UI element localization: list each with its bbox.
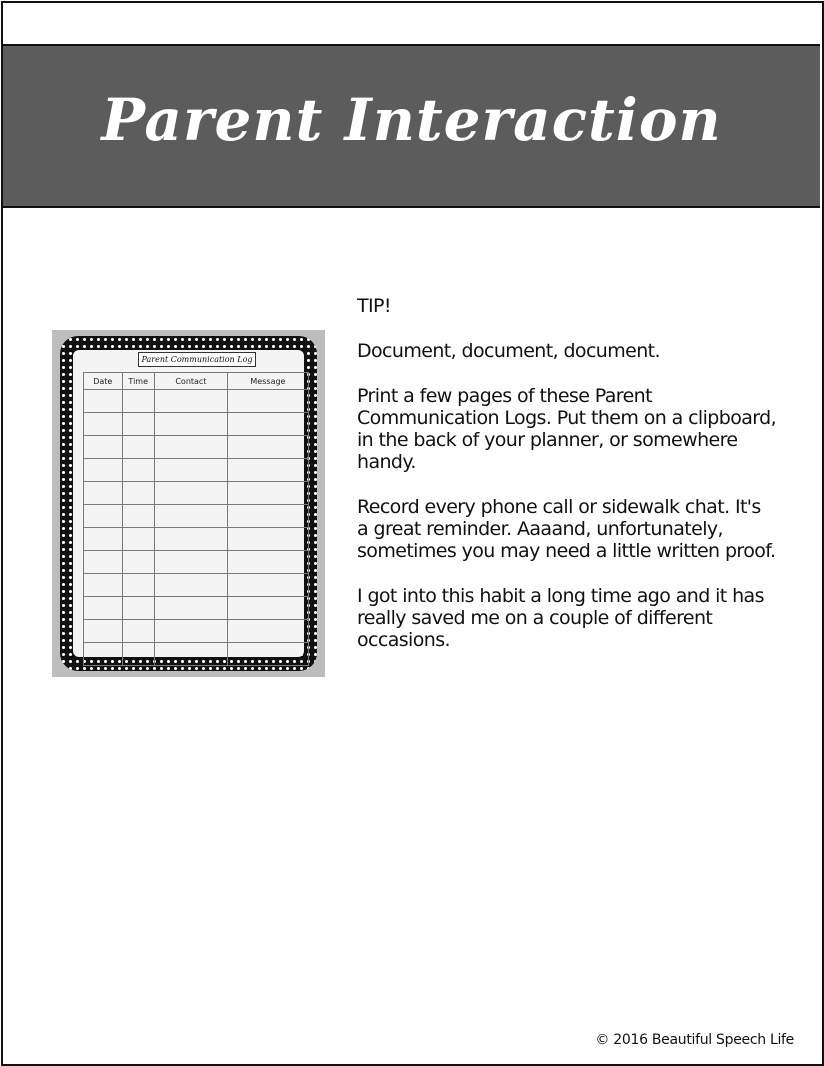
log-cell	[84, 551, 123, 574]
log-cell	[84, 436, 123, 459]
log-cell	[227, 390, 308, 413]
log-row	[84, 436, 309, 459]
log-cell	[227, 551, 308, 574]
log-cell	[227, 505, 308, 528]
paragraph-4: I got into this habit a long time ago and it has really saved me on a couple of different occasions.	[357, 585, 764, 651]
log-title: Parent Communication Log	[138, 352, 256, 367]
log-cell	[122, 574, 154, 597]
log-cell	[84, 528, 123, 551]
log-row	[84, 597, 309, 620]
paragraph-2: Print a few pages of these Parent Communication Logs. Put them on a clipboard, in the back of your planner, or somewhere handy.	[357, 385, 777, 473]
page-title: Parent Interaction	[101, 86, 722, 154]
log-cell	[122, 413, 154, 436]
log-thumbnail	[52, 330, 325, 677]
log-cell	[84, 643, 123, 666]
log-cell	[227, 574, 308, 597]
log-cell	[122, 597, 154, 620]
polka-dot-frame	[60, 336, 317, 671]
log-cell	[227, 528, 308, 551]
log-cell	[122, 643, 154, 666]
log-cell	[227, 482, 308, 505]
log-row	[84, 643, 309, 666]
log-row	[84, 482, 309, 505]
log-cell	[84, 390, 123, 413]
paragraph-1: Document, document, document.	[357, 340, 660, 362]
log-row	[84, 528, 309, 551]
log-cell	[84, 597, 123, 620]
tip-text	[357, 295, 777, 674]
paragraph-3: Record every phone call or sidewalk chat. It's a great reminder. Aaaand, unfortunately, sometimes you may need a little written proof.	[357, 496, 776, 562]
log-cell	[154, 574, 227, 597]
log-cell	[84, 413, 123, 436]
column-header-message: Message	[227, 373, 308, 390]
log-row	[84, 390, 309, 413]
log-cell	[154, 620, 227, 643]
header-band	[3, 44, 820, 208]
log-cell	[227, 597, 308, 620]
log-cell	[84, 505, 123, 528]
column-header-time: Time	[122, 373, 154, 390]
log-row	[84, 413, 309, 436]
log-table	[83, 372, 309, 666]
log-cell	[122, 482, 154, 505]
log-cell	[84, 574, 123, 597]
log-cell	[154, 528, 227, 551]
log-cell	[227, 413, 308, 436]
log-cell	[122, 459, 154, 482]
log-cell	[122, 436, 154, 459]
log-cell	[154, 436, 227, 459]
log-row	[84, 505, 309, 528]
copyright-footer: © 2016 Beautiful Speech Life	[595, 1032, 794, 1048]
column-header-date: Date	[84, 373, 123, 390]
log-cell	[154, 390, 227, 413]
log-cell	[122, 620, 154, 643]
log-row	[84, 620, 309, 643]
log-cell	[122, 390, 154, 413]
log-row	[84, 551, 309, 574]
tip-heading: TIP!	[357, 295, 391, 317]
log-sheet	[73, 350, 304, 657]
log-cell	[122, 551, 154, 574]
column-header-contact: Contact	[154, 373, 227, 390]
log-cell	[84, 620, 123, 643]
log-cell	[122, 505, 154, 528]
log-body	[84, 390, 309, 666]
log-cell	[154, 459, 227, 482]
log-cell	[227, 436, 308, 459]
log-row	[84, 459, 309, 482]
log-header-row	[84, 373, 309, 390]
log-cell	[154, 643, 227, 666]
log-cell	[154, 482, 227, 505]
log-cell	[84, 482, 123, 505]
log-cell	[227, 459, 308, 482]
log-row	[84, 574, 309, 597]
log-cell	[227, 643, 308, 666]
log-cell	[227, 620, 308, 643]
log-cell	[154, 505, 227, 528]
log-cell	[154, 413, 227, 436]
log-cell	[154, 597, 227, 620]
log-cell	[84, 459, 123, 482]
log-cell	[122, 528, 154, 551]
log-cell	[154, 551, 227, 574]
